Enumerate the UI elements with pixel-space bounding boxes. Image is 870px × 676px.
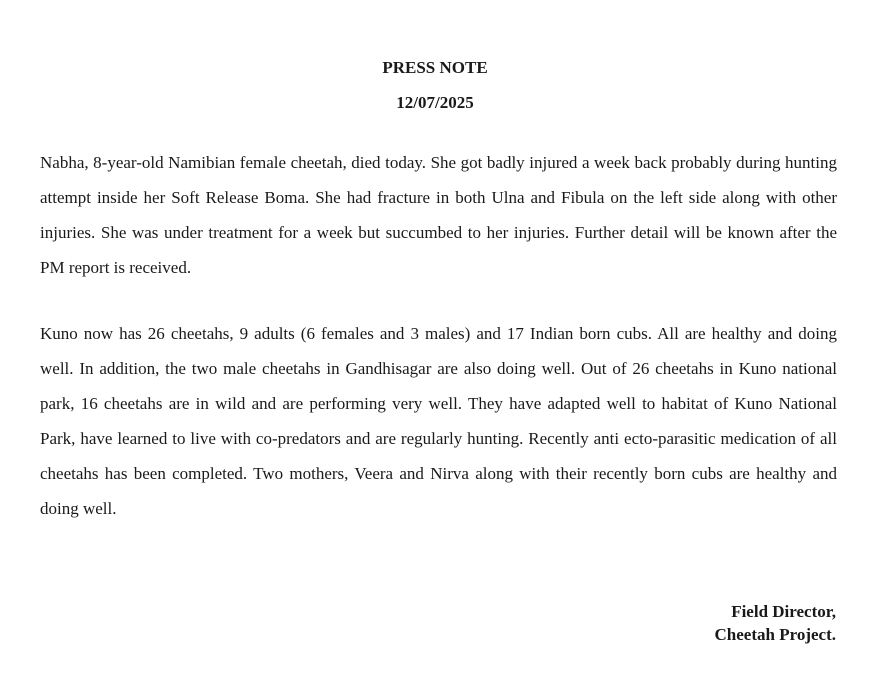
signature-block xyxy=(715,600,836,646)
paragraph-2: Kuno now has 26 cheetahs, 9 adults (6 females and 3 males) and 17 Indian born cubs. All are healthy and doing well. In addition, the two male cheetahs in Gandhisagar are also doing well. Out of 26 cheetahs in Kuno national park, 16 cheetahs are in wild and are performing very well. They have adapted well to habitat of Kuno National Park, have learned to live with co-predators and are regularly hunting. Recently anti ecto-parasitic medication of all cheetahs has been completed. Two mothers, Veera and Nirva along with their recently born cubs are healthy and doing well. xyxy=(40,324,837,518)
signature-line-1: Field Director, xyxy=(731,602,836,621)
signature-line-2: Cheetah Project. xyxy=(714,625,836,644)
document-title: PRESS NOTE xyxy=(382,58,488,77)
document-date: 12/07/2025 xyxy=(396,93,474,112)
paragraph-1: Nabha, 8-year-old Namibian female cheetah, died today. She got badly injured a week back probably during hunting attempt inside her Soft Release Boma. She had fracture in both Ulna and Fibula on the left side along with other injuries. She was under treatment for a week but succumbed to her injuries. Further detail will be known after the PM report is received. xyxy=(40,153,837,277)
